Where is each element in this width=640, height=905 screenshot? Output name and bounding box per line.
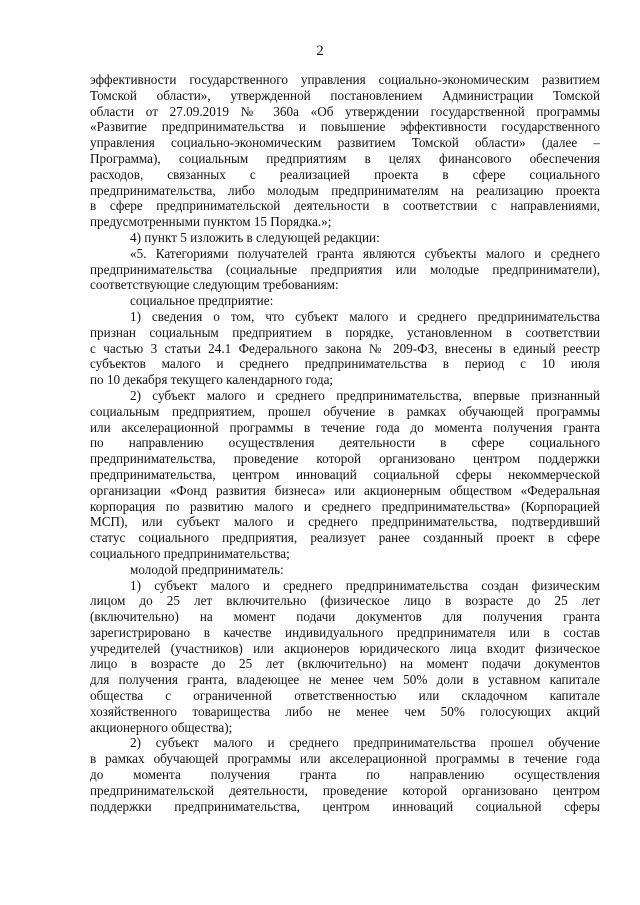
text-line: (включительно) на момент подачи документов для получения гранта [90,609,600,625]
text-line: Томской области», утвержденной постановлением Администрации Томской [90,87,600,103]
text-line: по направлению осуществления деятельности в сфере социального [90,435,600,451]
text-line: с частью 3 статьи 24.1 Федерального закона № 209-ФЗ, внесены в единый реестр [90,340,600,356]
page-number: 2 [316,43,324,59]
text-line: Программа), социальным предприятиям в целях финансового обеспечения [90,150,600,166]
text-line: социальным предприятием, прошел обучение в рамках обучающей программы [90,403,600,419]
text-line: признан социальным предприятием в порядке, установленном в соответствии [90,324,600,340]
text-line: лицо в возрасте до 25 лет (включительно) на момент подачи документов [90,656,600,672]
text-line: 2) субъект малого и среднего предпринимательства, впервые признанный [130,387,600,403]
text-line: «5. Категориями получателей гранта являются субъекты малого и среднего [130,245,600,261]
text-line: предпринимательства, проведение которой организовано центром поддержки [90,451,600,467]
text-line: управления социально-экономическим развитием Томской области» (далее – [90,135,600,151]
text-line: общества с ограниченной ответственностью или складочном капитале [90,688,600,704]
text-line: корпорация по развитию малого и среднего предпринимательства» (Корпорацией [90,498,600,514]
text-line: области от 27.09.2019 № 360а «Об утверждении государственной программы [90,103,600,119]
text-line: 2) субъект малого и среднего предпринимательства прошел обучение [130,735,600,751]
text-line: предпринимательства, либо молодым предпринимателям на реализацию проекта [90,182,600,198]
text-line: предусмотренными пунктом 15 Порядка.»; [90,214,332,230]
text-line: соответствующие следующим требованиям: [90,277,339,293]
text-line: организации «Фонд развития бизнеса» или акционерным обществом «Федеральная [90,482,600,498]
text-line: социальное предприятие: [130,293,274,309]
text-line: 1) субъект малого и среднего предпринимательства создан физическим [130,577,600,593]
text-line: МСП), или субъект малого и среднего предпринимательства, подтвердивший [90,514,600,530]
document-body [90,72,600,814]
text-line: по 10 декабря текущего календарного года; [90,372,334,388]
text-line: хозяйственного товарищества либо не менее чем 50% голосующих акций [90,703,600,719]
text-line: 4) пункт 5 изложить в следующей редакции: [130,229,380,245]
text-line: в рамках обучающей программы или акселерационной программы в течение года [90,751,600,767]
text-line: социального предпринимательства; [90,545,290,561]
text-line: молодой предприниматель: [130,561,284,577]
text-line: в сфере предпринимательской деятельности в соответствии с направлениями, [90,198,600,214]
text-line: лицом до 25 лет включительно (физическое лицо в возрасте до 25 лет [90,593,600,609]
text-line: предпринимательства (социальные предприятия или молодые предприниматели), [90,261,600,277]
text-line: субъектов малого и среднего предпринимательства в период с 10 июля [90,356,600,372]
text-line: статус социального предприятия, реализует ранее созданный проект в сфере [90,530,600,546]
text-line: зарегистрировано в качестве индивидуального предпринимателя или в состав [90,624,600,640]
text-line: поддержки предпринимательства, центром инноваций социальной сферы [90,798,600,814]
text-line: предпринимательства, центром инноваций социальной сферы некоммерческой [90,466,600,482]
text-line: или акселерационной программы в течение года до момента получения гранта [90,419,600,435]
text-line: для получения гранта, владеющее не менее чем 50% доли в уставном капитале [90,672,600,688]
text-line: предпринимательской деятельности, проведение которой организовано центром [90,782,600,798]
text-line: 1) сведения о том, что субъект малого и среднего предпринимательства [130,308,600,324]
text-line: эффективности государственного управления социально-экономическим развитием [90,72,600,87]
text-line: расходов, связанных с реализацией проекта в сфере социального [90,166,600,182]
text-line: до момента получения гранта по направлению осуществления [90,767,600,783]
text-line: учредителей (участников) или акционеров юридического лица входит физическое [90,640,600,656]
text-line: «Развитие предпринимательства и повышение эффективности государственного [90,119,600,135]
text-line: акционерного общества); [90,719,233,735]
